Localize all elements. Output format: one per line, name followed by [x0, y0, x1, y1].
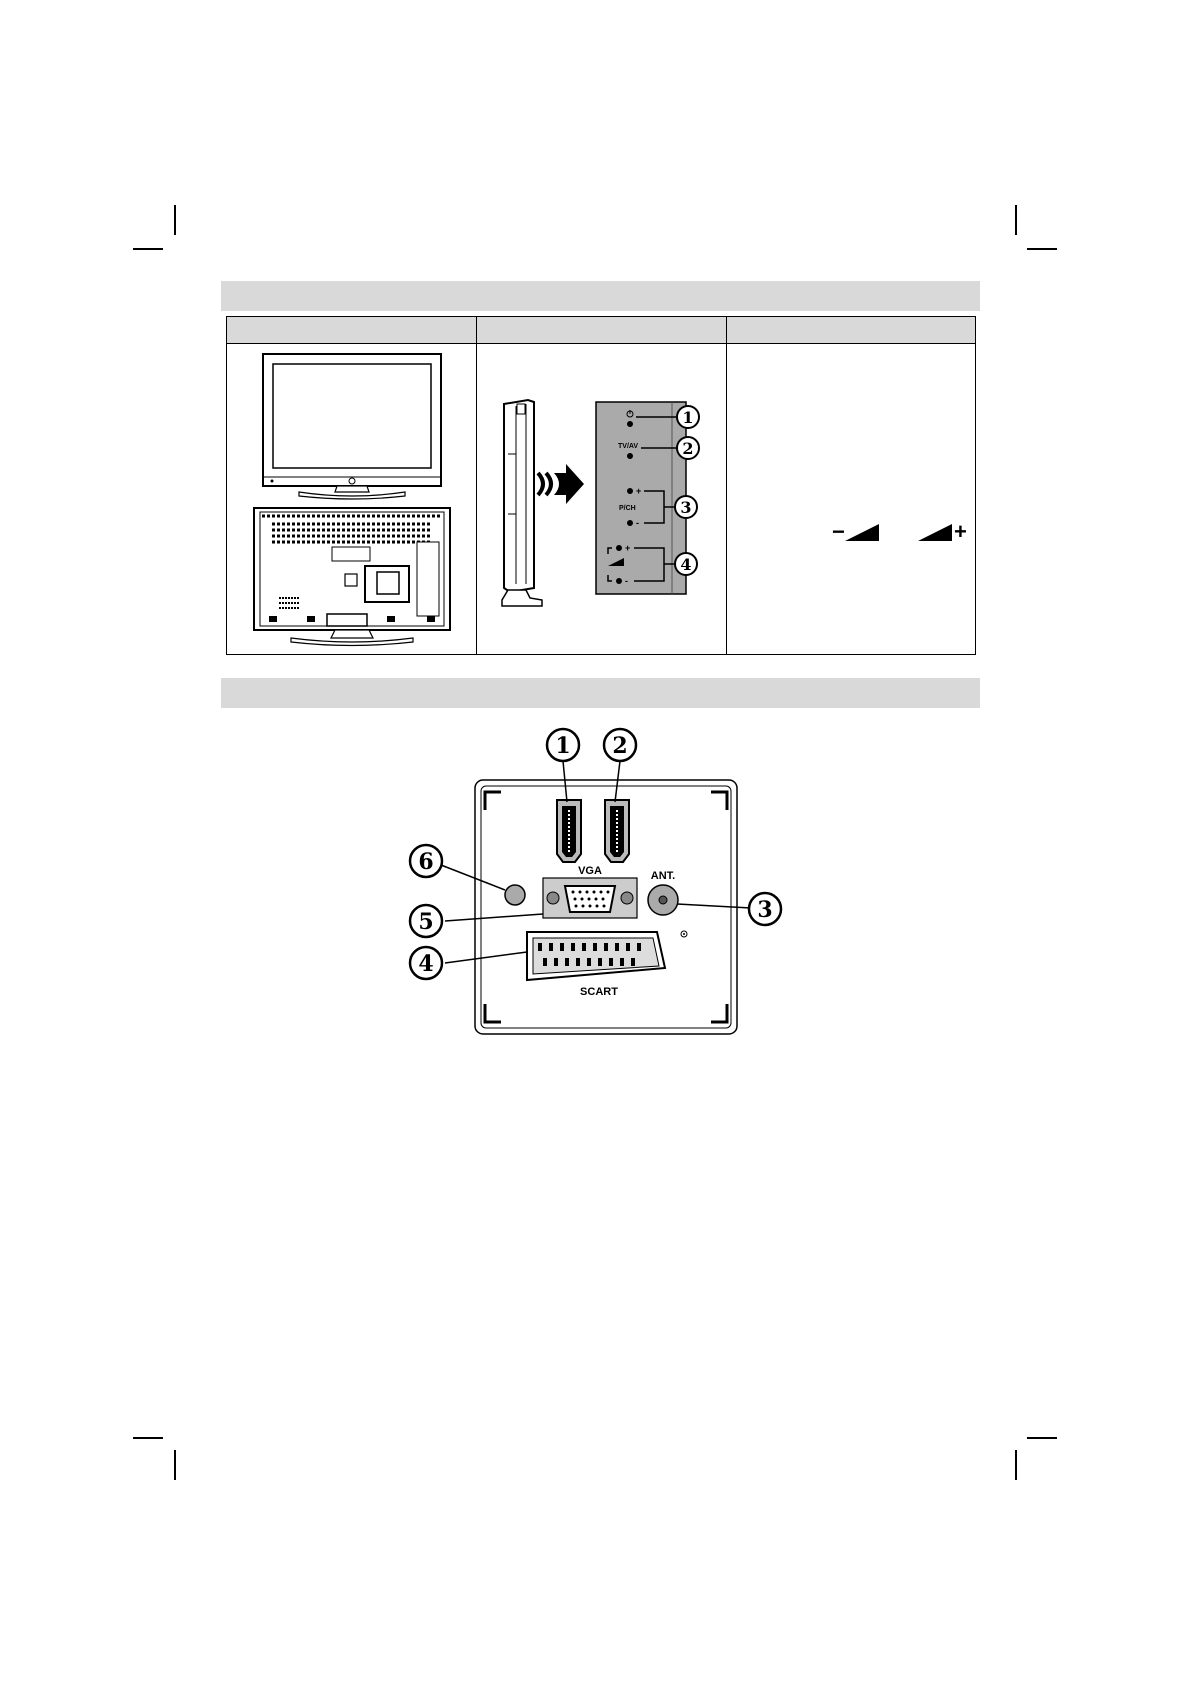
volume-up-button: [616, 545, 622, 551]
volume-ramp-icon: [845, 524, 879, 541]
crop-mark-tl-v: [174, 205, 176, 235]
ant-label: ANT.: [650, 870, 676, 882]
table-header-row: [227, 317, 975, 344]
crop-mark-bl-v: [174, 1450, 176, 1480]
crop-mark-bl-h: [133, 1437, 163, 1439]
hdmi-port-2: [605, 800, 629, 862]
rear-callout-5: [410, 905, 442, 937]
rear-connection-panel: [395, 718, 815, 1038]
volume-plus-sign: +: [625, 543, 631, 553]
minus-sign: −: [832, 519, 845, 544]
svg-text:2: 2: [682, 439, 694, 458]
channel-down-button: [627, 520, 633, 526]
vga-label: VGA: [578, 865, 602, 877]
side-panel-illustration: [476, 344, 726, 654]
crop-mark-br-h: [1027, 1437, 1057, 1439]
svg-text:1: 1: [682, 408, 694, 427]
volume-down-symbol: [832, 519, 879, 545]
tv-av-button: [627, 453, 633, 459]
svg-text:4: 4: [418, 951, 434, 977]
hdmi-port-1: [557, 800, 581, 862]
channel-minus-sign: -: [636, 518, 639, 528]
tv-av-label: TV/AV: [618, 443, 639, 450]
screw-icon: [681, 931, 687, 937]
channel-up-button: [627, 488, 633, 494]
svg-text:5: 5: [418, 909, 434, 935]
tv-side-profile: [502, 400, 542, 606]
column-divider-2: [726, 317, 727, 654]
side-callout-4: [675, 553, 697, 575]
tv-rear-view: [254, 508, 450, 646]
audio-in-jack: [505, 885, 525, 905]
svg-text:3: 3: [757, 897, 773, 923]
volume-up-symbol: [918, 519, 967, 545]
rear-callout-2: [604, 729, 636, 761]
side-callout-1: [677, 406, 699, 428]
section-header-bar-connections: [221, 678, 980, 708]
side-callout-3: [675, 496, 697, 518]
rear-callout-4: [410, 947, 442, 979]
svg-text:6: 6: [418, 849, 434, 875]
svg-text:4: 4: [680, 555, 692, 574]
plus-sign: +: [954, 519, 967, 544]
crop-mark-br-v: [1015, 1450, 1017, 1480]
crop-mark-tl-h: [133, 248, 163, 250]
volume-down-button: [616, 578, 622, 584]
tv-front-back-illustration: [227, 344, 476, 654]
crop-mark-tr-v: [1015, 205, 1017, 235]
controls-table: [226, 316, 976, 655]
vga-port: [543, 878, 637, 918]
rear-callout-6: [410, 845, 442, 877]
volume-ramp-icon: [918, 524, 952, 541]
svg-text:2: 2: [612, 733, 628, 759]
section-header-bar-controls: [221, 281, 980, 311]
channel-plus-sign: +: [636, 486, 642, 496]
rear-callout-1: [547, 729, 579, 761]
tv-front-view: [263, 354, 441, 499]
volume-minus-sign: -: [625, 576, 628, 586]
scart-label: SCART: [580, 986, 618, 998]
crop-mark-tr-h: [1027, 248, 1057, 250]
antenna-port: [648, 885, 678, 915]
zoom-arrow: [538, 464, 584, 504]
side-callout-2: [677, 437, 699, 459]
svg-text:1: 1: [555, 733, 571, 759]
standby-button: [627, 421, 633, 427]
svg-text:3: 3: [680, 498, 692, 517]
rear-callout-3: [749, 893, 781, 925]
p-ch-label: P/CH: [619, 505, 636, 512]
